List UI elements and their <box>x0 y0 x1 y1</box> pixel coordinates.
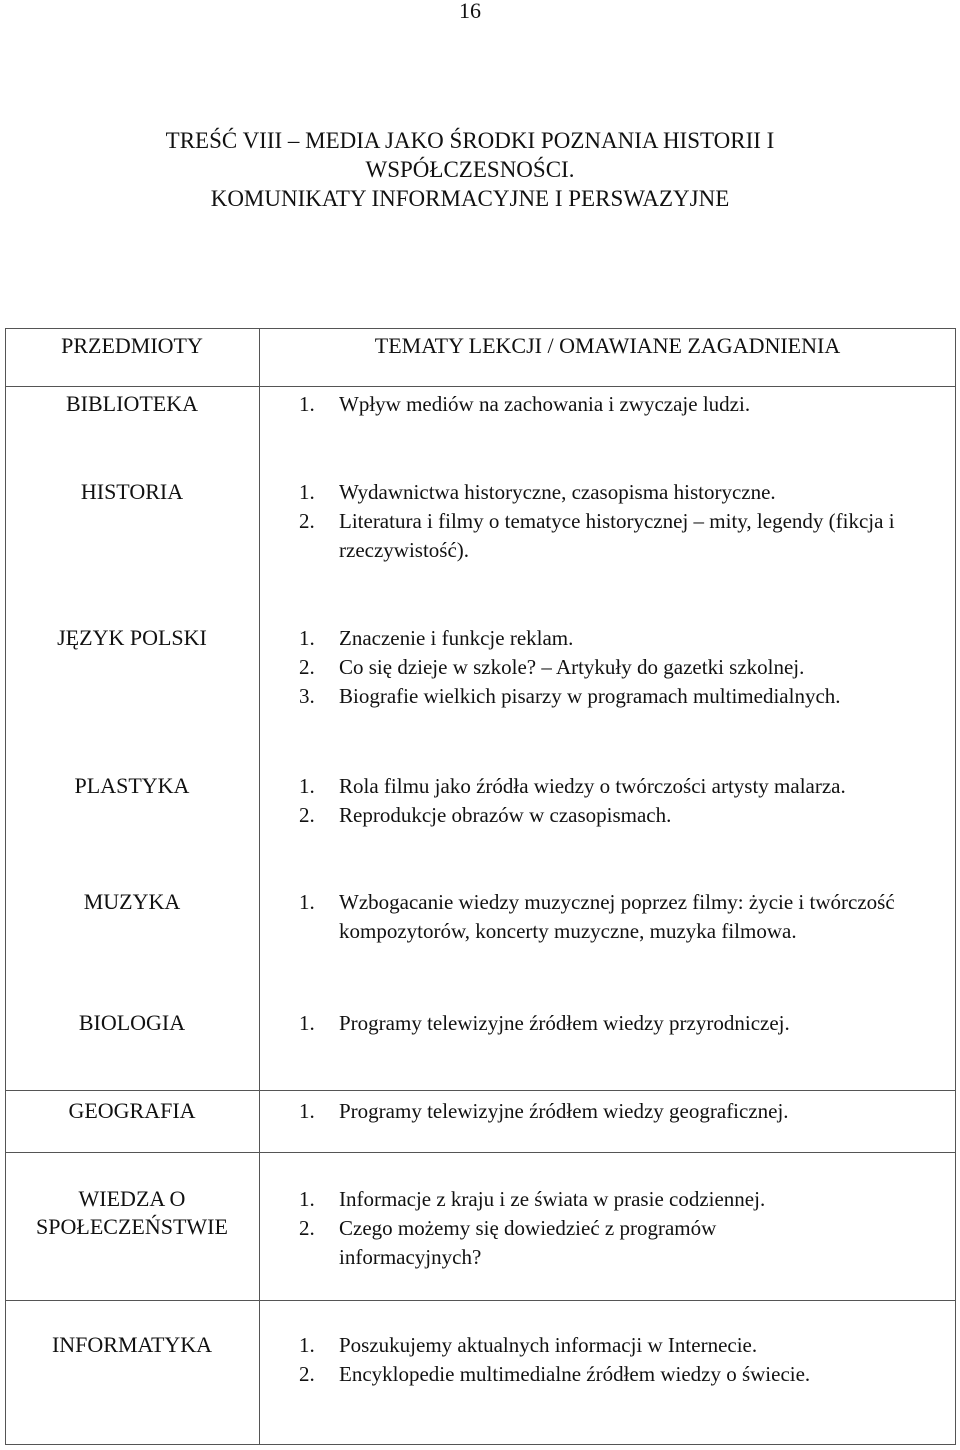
item-number: 1. <box>299 1011 315 1035</box>
subject-muzyka: MUZYKA <box>83 889 181 914</box>
item-number: 2. <box>299 509 315 533</box>
list-item <box>264 1009 944 1038</box>
header-topics: TEMATY LEKCJI / OMAWIANE ZAGADNIENIA <box>374 333 841 358</box>
page-number: 16 <box>459 0 481 23</box>
row-divider <box>5 386 956 387</box>
subject-plastyka: PLASTYKA <box>74 773 190 798</box>
document-title <box>0 126 940 213</box>
list-item <box>264 772 884 801</box>
subject-jezyk-polski: JĘZYK POLSKI <box>57 625 207 650</box>
title-line-3: KOMUNIKATY INFORMACYJNE I PERSWAZYJNE <box>210 186 730 211</box>
item-number: 2. <box>299 655 315 679</box>
item-number: 1. <box>299 774 315 798</box>
item-text: Biografie wielkich pisarzy w programach multimedialnych. <box>339 684 841 708</box>
item-text: Literatura i filmy o tematyce historycznej – mity, legendy (fikcja i rzeczywistość). <box>339 509 895 562</box>
item-text: Co się dzieje w szkole? – Artykuły do gazetki szkolnej. <box>339 655 805 679</box>
subject-informatyka: INFORMATYKA <box>51 1332 213 1357</box>
item-text: Rola filmu jako źródła wiedzy o twórczości artysty malarza. <box>339 774 846 798</box>
list-item <box>264 478 944 507</box>
list-item <box>264 624 944 653</box>
subject-line-2: SPOŁECZEŃSTWIE <box>36 1214 228 1239</box>
list-item <box>264 653 944 682</box>
item-text: Wydawnictwa historyczne, czasopisma historyczne. <box>339 480 776 504</box>
item-text: Znaczenie i funkcje reklam. <box>339 626 574 650</box>
list-item <box>264 1214 824 1272</box>
topics-plastyka <box>264 772 884 830</box>
item-number: 1. <box>299 1099 315 1123</box>
item-number: 1. <box>299 1187 315 1211</box>
item-number: 1. <box>299 392 315 416</box>
item-text: Czego możemy się dowiedzieć z programów informacyjnych? <box>339 1216 717 1269</box>
item-text: Programy telewizyjne źródłem wiedzy geograficznej. <box>339 1099 789 1123</box>
topics-historia <box>264 478 944 565</box>
list-item <box>264 390 944 419</box>
list-item <box>264 1097 944 1126</box>
item-number: 1. <box>299 626 315 650</box>
list-item <box>264 1185 824 1214</box>
title-line-2: WSPÓŁCZESNOŚCI. <box>365 157 575 182</box>
item-number: 1. <box>299 480 315 504</box>
subject-biologia: BIOLOGIA <box>78 1010 186 1035</box>
subject-wiedza-o-spoleczenstwie <box>5 1185 259 1241</box>
item-number: 1. <box>299 1333 315 1357</box>
item-text: Informacje z kraju i ze świata w prasie codziennej. <box>339 1187 766 1211</box>
topics-muzyka <box>264 888 924 946</box>
topics-informatyka <box>264 1331 944 1389</box>
item-text: Reprodukcje obrazów w czasopismach. <box>339 803 672 827</box>
list-item <box>264 507 944 565</box>
item-number: 1. <box>299 890 315 914</box>
subject-line-1: WIEDZA O <box>78 1186 186 1211</box>
item-text: Wzbogacanie wiedzy muzycznej poprzez filmy: życie i twórczość kompozytorów, koncerty muzyczne, muzyka filmowa. <box>339 890 895 943</box>
list-item <box>264 682 944 711</box>
item-number: 3. <box>299 684 315 708</box>
list-item <box>264 1360 944 1389</box>
column-divider <box>259 328 260 1445</box>
list-item <box>264 801 884 830</box>
row-divider <box>5 1300 956 1301</box>
row-divider <box>5 1152 956 1153</box>
list-item <box>264 1331 944 1360</box>
item-text: Poszukujemy aktualnych informacji w Internecie. <box>339 1333 758 1357</box>
item-number: 2. <box>299 1362 315 1386</box>
item-text: Programy telewizyjne źródłem wiedzy przyrodniczej. <box>339 1011 790 1035</box>
list-item <box>264 888 924 946</box>
item-number: 2. <box>299 1216 315 1240</box>
header-subjects: PRZEDMIOTY <box>61 333 203 358</box>
title-line-1: TREŚĆ VIII – MEDIA JAKO ŚRODKI POZNANIA HISTORII I <box>165 128 775 153</box>
topics-jezyk-polski <box>264 624 944 711</box>
subject-historia: HISTORIA <box>80 479 184 504</box>
topics-biblioteka <box>264 390 944 419</box>
subject-biblioteka: BIBLIOTEKA <box>66 391 198 416</box>
topics-wiedza-o-spoleczenstwie <box>264 1185 824 1272</box>
item-text: Wpływ mediów na zachowania i zwyczaje ludzi. <box>339 392 751 416</box>
subject-geografia: GEOGRAFIA <box>68 1098 196 1123</box>
item-number: 2. <box>299 803 315 827</box>
topics-geografia <box>264 1097 944 1126</box>
item-text: Encyklopedie multimedialne źródłem wiedzy o świecie. <box>339 1362 811 1386</box>
row-divider <box>5 1090 956 1091</box>
topics-biologia <box>264 1009 944 1038</box>
